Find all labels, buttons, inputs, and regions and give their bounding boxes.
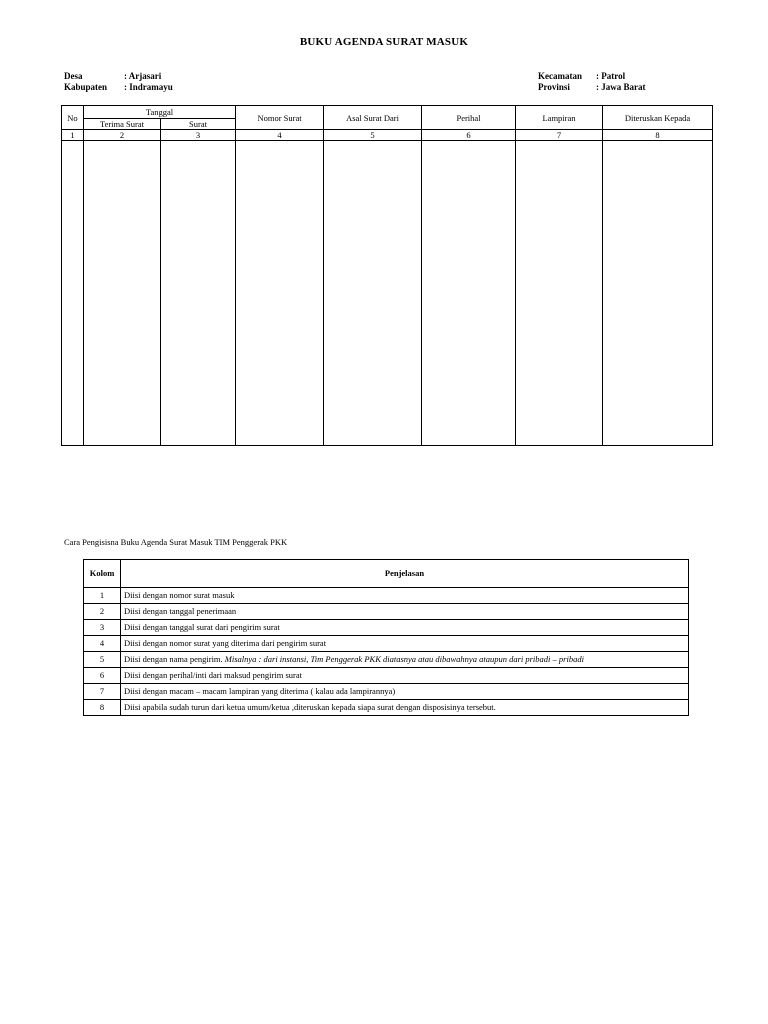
table-row <box>84 652 689 668</box>
header-diteruskan-kepada: Diteruskan Kepada <box>603 106 713 130</box>
info-value: : Arjasari <box>124 71 162 81</box>
kolom-number: 4 <box>84 636 121 652</box>
kolom-number: 7 <box>84 684 121 700</box>
column-number: 3 <box>161 130 236 141</box>
info-value: : Patrol <box>596 71 626 81</box>
instructions-table <box>83 559 689 716</box>
info-value: : Jawa Barat <box>596 82 646 92</box>
penjelasan-text <box>121 604 689 620</box>
table-row <box>84 700 689 716</box>
column-number: 8 <box>603 130 713 141</box>
penjelasan-plain: Diisi dengan macam – macam lampiran yang diterima ( kalau ada lampirannya) <box>124 686 396 696</box>
kolom-number: 2 <box>84 604 121 620</box>
table-row <box>84 668 689 684</box>
penjelasan-text <box>121 620 689 636</box>
info-value: : Indramayu <box>124 82 173 92</box>
penjelasan-plain: Diisi dengan nama pengirim. <box>124 654 225 664</box>
kolom-number: 8 <box>84 700 121 716</box>
entry-cell[interactable] <box>161 141 236 446</box>
table-row <box>84 636 689 652</box>
penjelasan-text <box>121 588 689 604</box>
penjelasan-text <box>121 668 689 684</box>
column-number: 4 <box>236 130 324 141</box>
header-asal-surat: Asal Surat Dari <box>324 106 422 130</box>
table-row <box>84 588 689 604</box>
entry-cell[interactable] <box>236 141 324 446</box>
kolom-number: 1 <box>84 588 121 604</box>
column-number: 6 <box>422 130 516 141</box>
info-left <box>64 71 173 93</box>
penjelasan-text <box>121 700 689 716</box>
info-right <box>538 71 646 93</box>
entry-cell[interactable] <box>516 141 603 446</box>
penjelasan-plain: Diisi dengan tanggal surat dari pengirim surat <box>124 622 280 632</box>
header-perihal: Perihal <box>422 106 516 130</box>
info-label: Kabupaten <box>64 82 108 92</box>
column-number: 1 <box>62 130 84 141</box>
header-penjelasan: Penjelasan <box>121 560 689 588</box>
info-label: Desa <box>64 71 83 81</box>
penjelasan-text <box>121 684 689 700</box>
header-tanggal: Tanggal <box>84 106 236 119</box>
column-number-row <box>62 130 713 141</box>
entry-cell[interactable] <box>84 141 161 446</box>
info-label: Kecamatan <box>538 71 582 81</box>
penjelasan-text <box>121 636 689 652</box>
column-number: 5 <box>324 130 422 141</box>
kolom-number: 6 <box>84 668 121 684</box>
entry-cell[interactable] <box>324 141 422 446</box>
info-desa <box>64 71 173 82</box>
column-number: 2 <box>84 130 161 141</box>
header-surat: Surat <box>161 119 236 130</box>
entry-cell[interactable] <box>62 141 84 446</box>
penjelasan-plain: Diisi dengan nomor surat masuk <box>124 590 235 600</box>
instructions-caption: Cara Pengisisna Buku Agenda Surat Masuk TIM Penggerak PKK <box>64 537 288 547</box>
header-terima-surat: Terima Surat <box>84 119 161 130</box>
penjelasan-plain: Diisi apabila sudah turun dari ketua umum/ketua ,diteruskan kepada siapa surat dengan disposisinya tersebut. <box>124 702 496 712</box>
info-kecamatan <box>538 71 646 82</box>
header-kolom: Kolom <box>84 560 121 588</box>
table-row <box>84 684 689 700</box>
info-label: Provinsi <box>538 82 570 92</box>
penjelasan-text <box>121 652 689 668</box>
entry-cell[interactable] <box>603 141 713 446</box>
header-lampiran: Lampiran <box>516 106 603 130</box>
penjelasan-plain: Diisi dengan tanggal penerimaan <box>124 606 237 616</box>
kolom-number: 5 <box>84 652 121 668</box>
table-row <box>84 604 689 620</box>
penjelasan-plain: Diisi dengan nomor surat yang diterima dari pengirim surat <box>124 638 327 648</box>
kolom-number: 3 <box>84 620 121 636</box>
table-row <box>84 620 689 636</box>
document-title: BUKU AGENDA SURAT MASUK <box>299 36 469 48</box>
info-provinsi <box>538 82 646 93</box>
penjelasan-italic: Misalnya : dari instansi, Tim Penggerak PKK diatasnya atau dibawahnya ataupun dari pribadi – pribadi <box>224 654 584 664</box>
info-kabupaten <box>64 82 173 93</box>
empty-entry-area <box>62 141 713 446</box>
header-no: No <box>62 106 84 130</box>
entry-cell[interactable] <box>422 141 516 446</box>
penjelasan-plain: Diisi dengan perihal/inti dari maksud pengirim surat <box>124 670 302 680</box>
agenda-table <box>61 105 713 446</box>
header-nomor-surat: Nomor Surat <box>236 106 324 130</box>
column-number: 7 <box>516 130 603 141</box>
